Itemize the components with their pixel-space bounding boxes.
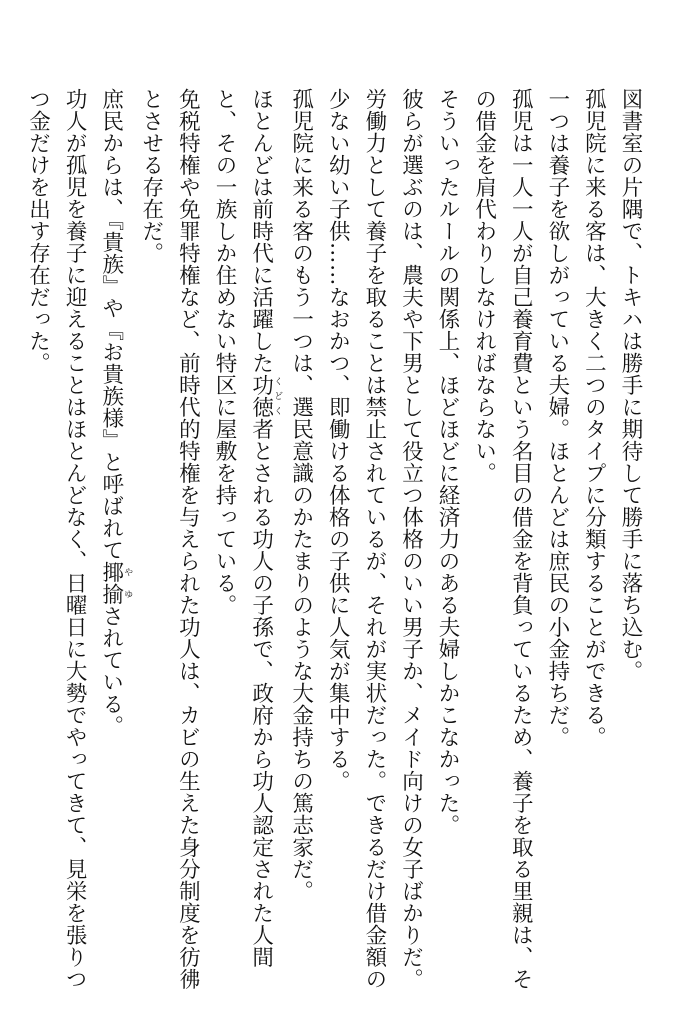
text-line-3: 一つは養子を欲しがっている夫婦。ほとんどは庶民の小金持ちだ。 bbox=[544, 88, 570, 748]
ruby-yayu bbox=[98, 561, 133, 606]
text-line-17: つ金だけを出す存在だった。 bbox=[25, 88, 51, 374]
text-line-14: とさせる存在だ。 bbox=[138, 88, 164, 264]
text-line-2: 孤児院に来る客は、大きく二つのタイプに分類することができる。 bbox=[581, 88, 607, 748]
text-line-4: 孤児は一人一人が自己養育費という名目の借金を背負っているため、養子を取る里親は、そ bbox=[508, 88, 534, 990]
text-segment: 者とされる功人の子孫で、政府から功人認定された人間 bbox=[248, 418, 274, 968]
text-line-6: そういったルールの関係上、ほどほどに経済力のある夫婦しかこなかった。 bbox=[435, 88, 461, 836]
ruby-base: 功徳 bbox=[248, 374, 274, 418]
vertical-text-block bbox=[19, 88, 648, 988]
text-segment: されている。 bbox=[98, 605, 124, 738]
text-line-1: 図書室の片隅で、トキハは勝手に期待して勝手に落ち込む。 bbox=[618, 88, 643, 682]
text-line-15 bbox=[92, 88, 132, 988]
ruby-kudoku bbox=[248, 374, 283, 418]
text-line-9: 少ない幼い子供……なおかつ、即働ける体格の子供に人気が集中する。 bbox=[325, 88, 351, 792]
text-line-11 bbox=[242, 88, 282, 988]
text-line-16: 功人が孤児を養子に迎えることはほとんどなく、日曜日に大勢でやってきて、見栄を張りつ bbox=[62, 88, 88, 990]
ruby-reading: やゆ bbox=[122, 561, 133, 606]
text-line-7: 彼らが選ぶのは、農夫や下男として役立つ体格のいい男子か、メイド向けの女子ばかりだ。 bbox=[398, 88, 424, 990]
text-line-12: と、その一族しか住めない特区に屋敷を持っている。 bbox=[211, 88, 237, 616]
text-line-10: 孤児院に来る客のもう一つは、選民意識のかたまりのような大金持ちの篤志家だ。 bbox=[288, 88, 314, 902]
text-line-13: 免税特権や免罪特権など、前時代的特権を与えられた功人は、カビの生えた身分制度を彷彿 bbox=[175, 88, 201, 990]
ruby-base: 揶揄 bbox=[98, 561, 124, 606]
text-segment: ほとんどは前時代に活躍した bbox=[248, 88, 274, 374]
ruby-reading: くどく bbox=[272, 374, 283, 418]
text-line-8: 労働力として養子を取ることは禁止されているが、それが実状だった。できるだけ借金額の bbox=[361, 88, 387, 990]
text-segment: 庶民からは、『貴族』や『お貴族様』と呼ばれて bbox=[98, 88, 124, 562]
text-line-5: の借金を肩代わりしなければならない。 bbox=[471, 88, 497, 484]
